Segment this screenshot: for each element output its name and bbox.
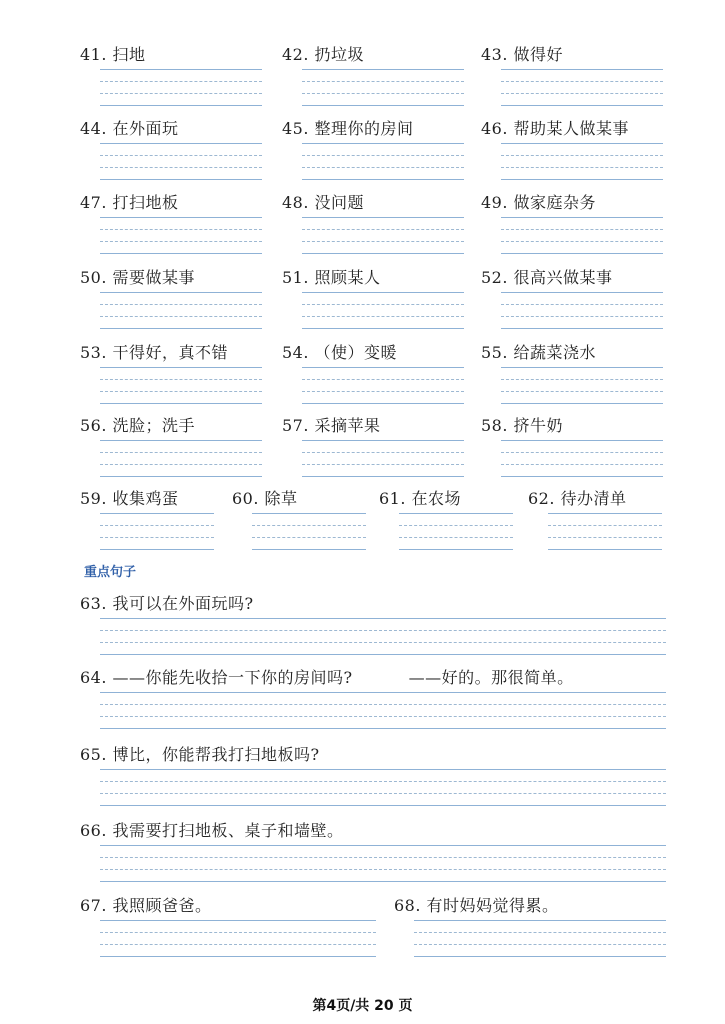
phrase-label: 41. 扫地 <box>80 45 146 64</box>
phrase-label: 52. 很高兴做某事 <box>481 268 613 287</box>
answer-lines[interactable] <box>548 513 662 553</box>
answer-lines[interactable] <box>501 440 663 480</box>
sentence-label: 63. 我可以在外面玩吗? <box>80 594 254 613</box>
answer-lines[interactable] <box>501 292 663 332</box>
answer-lines[interactable] <box>414 920 666 960</box>
phrase-label: 51. 照顾某人 <box>282 268 381 287</box>
phrase-label: 54. （使）变暖 <box>282 343 398 362</box>
phrase-label: 58. 挤牛奶 <box>481 416 564 435</box>
answer-lines[interactable] <box>100 367 262 407</box>
page-number: 第4页/共 20 页 <box>312 998 413 1014</box>
sentence-label: 65. 博比，你能帮我打扫地板吗? <box>80 745 320 764</box>
phrase-label: 45. 整理你的房间 <box>282 119 414 138</box>
phrase-label: 47. 打扫地板 <box>80 193 179 212</box>
phrase-label: 61. 在农场 <box>379 489 462 508</box>
answer-lines[interactable] <box>100 845 666 885</box>
phrase-label: 57. 采摘苹果 <box>282 416 381 435</box>
answer-lines[interactable] <box>302 292 464 332</box>
phrase-label: 62. 待办清单 <box>528 489 627 508</box>
answer-lines[interactable] <box>100 217 262 257</box>
phrase-label: 50. 需要做某事 <box>80 268 196 287</box>
sentence-label: 68. 有时妈妈觉得累。 <box>394 896 559 915</box>
answer-lines[interactable] <box>100 69 262 109</box>
phrase-label: 53. 干得好，真不错 <box>80 343 229 362</box>
sentence-label: 67. 我照顾爸爸。 <box>80 896 212 915</box>
answer-lines[interactable] <box>399 513 513 553</box>
answer-lines[interactable] <box>302 69 464 109</box>
phrase-label: 42. 扔垃圾 <box>282 45 365 64</box>
answer-lines[interactable] <box>100 692 666 732</box>
phrase-label: 49. 做家庭杂务 <box>481 193 597 212</box>
answer-lines[interactable] <box>501 69 663 109</box>
section-title: 重点句子 <box>84 565 137 580</box>
phrase-label: 56. 洗脸；洗手 <box>80 416 196 435</box>
answer-lines[interactable] <box>100 513 214 553</box>
answer-lines[interactable] <box>100 440 262 480</box>
answer-lines[interactable] <box>302 440 464 480</box>
phrase-label: 59. 收集鸡蛋 <box>80 489 179 508</box>
answer-lines[interactable] <box>302 217 464 257</box>
answer-lines[interactable] <box>100 618 666 658</box>
sentence-label: 64. ——你能先收拾一下你的房间吗? ——好的。那很简单。 <box>80 668 574 687</box>
answer-lines[interactable] <box>100 920 376 960</box>
phrase-label: 43. 做得好 <box>481 45 564 64</box>
answer-lines[interactable] <box>100 292 262 332</box>
answer-lines[interactable] <box>100 769 666 809</box>
answer-lines[interactable] <box>302 143 464 183</box>
phrase-label: 55. 给蔬菜浇水 <box>481 343 597 362</box>
answer-lines[interactable] <box>302 367 464 407</box>
phrase-label: 60. 除草 <box>232 489 298 508</box>
sentence-label: 66. 我需要打扫地板、桌子和墙壁。 <box>80 821 344 840</box>
phrase-label: 46. 帮助某人做某事 <box>481 119 630 138</box>
phrase-label: 44. 在外面玩 <box>80 119 179 138</box>
answer-lines[interactable] <box>501 143 663 183</box>
answer-lines[interactable] <box>100 143 262 183</box>
answer-lines[interactable] <box>501 367 663 407</box>
phrase-label: 48. 没问题 <box>282 193 365 212</box>
answer-lines[interactable] <box>252 513 366 553</box>
answer-lines[interactable] <box>501 217 663 257</box>
